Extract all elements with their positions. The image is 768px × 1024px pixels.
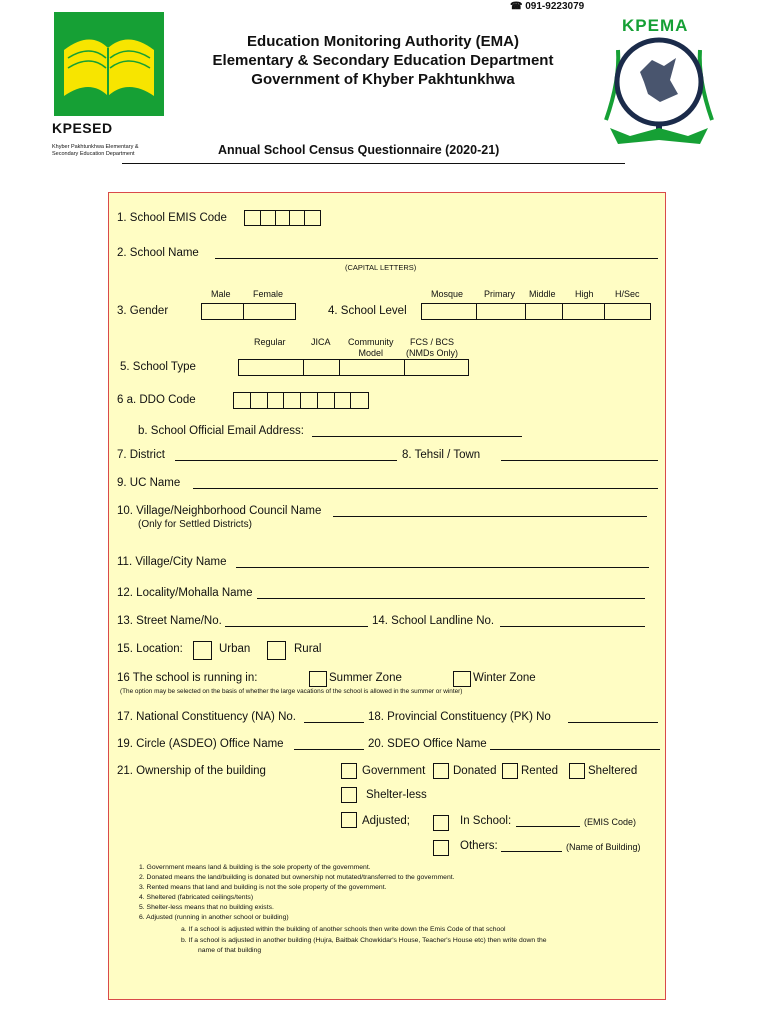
- kpema-logo: [600, 10, 718, 150]
- note-1: 1. Government means land & building is the sole property of the government.: [139, 864, 371, 871]
- email-field[interactable]: [312, 436, 522, 437]
- note-3: 3. Rented means that land and building is not the sole property of the government.: [139, 884, 387, 891]
- uc-name-field[interactable]: [193, 488, 658, 489]
- header-title-3: Government of Khyber Pakhtunkhwa: [251, 71, 515, 88]
- in-school-field[interactable]: [516, 826, 580, 827]
- gender-head-male: Male: [211, 289, 231, 299]
- rural-label: Rural: [294, 643, 322, 655]
- note-6: 6. Adjusted (running in another school or building): [139, 914, 289, 921]
- winter-zone-label: Winter Zone: [473, 672, 536, 684]
- header-title-2: Elementary & Secondary Education Department: [212, 52, 554, 69]
- q21-label: 21. Ownership of the building: [117, 765, 266, 777]
- q10-note: (Only for Settled Districts): [138, 519, 252, 530]
- q9-label: 9. UC Name: [117, 477, 181, 489]
- phone-icon: ☎: [510, 1, 523, 12]
- q18-label: 18. Provincial Constituency (PK) No: [368, 711, 551, 723]
- q6a-label: 6 a. DDO Code: [117, 394, 196, 406]
- in-school-label: In School:: [460, 815, 512, 827]
- phone-number: ☎ 091-9223079: [510, 1, 585, 12]
- ddo-code-input[interactable]: [233, 392, 369, 409]
- tehsil-field[interactable]: [501, 460, 658, 461]
- gender-head-female: Female: [253, 289, 284, 299]
- donated-checkbox[interactable]: [433, 763, 449, 779]
- rented-checkbox[interactable]: [502, 763, 518, 779]
- sdeo-field[interactable]: [490, 749, 660, 750]
- q5-label: 5. School Type: [120, 361, 196, 373]
- kpesed-caption: Khyber Pakhtunkhwa Elementary &: [52, 144, 139, 150]
- q10-label: 10. Village/Neighborhood Council Name: [117, 505, 322, 517]
- kpesed-name: KPESED: [52, 120, 113, 136]
- others-field[interactable]: [501, 851, 562, 852]
- summer-zone-checkbox[interactable]: [309, 671, 327, 687]
- pk-field[interactable]: [568, 722, 658, 723]
- school-type-input[interactable]: [238, 359, 469, 376]
- shelter-less-label: Shelter-less: [366, 789, 427, 801]
- kpema-name: KPEMA: [622, 16, 689, 35]
- q8-label: 8. Tehsil / Town: [402, 449, 481, 461]
- q6b-label: b. School Official Email Address:: [138, 425, 304, 437]
- type-head-jica: JICA: [311, 337, 331, 347]
- kpesed-caption-2: Secondary Education Department: [52, 151, 135, 157]
- subnote-a: a. If a school is adjusted within the building of another schools then write down the Emis Code of that school: [181, 926, 506, 933]
- level-head-hsec: H/Sec: [615, 289, 640, 299]
- in-school-note: (EMIS Code): [584, 817, 637, 827]
- q20-label: 20. SDEO Office Name: [368, 738, 487, 750]
- adjusted-checkbox[interactable]: [341, 812, 357, 828]
- q15-label: 15. Location:: [117, 643, 183, 655]
- rural-checkbox[interactable]: [267, 641, 286, 660]
- shelter-less-checkbox[interactable]: [341, 787, 357, 803]
- kpesed-logo: [50, 10, 168, 160]
- village-council-field[interactable]: [333, 516, 647, 517]
- subnote-b: b. If a school is adjusted in another building (Hujra, Baitbak Chowkidar's House, Teacher's House etc) then write down the: [181, 937, 547, 944]
- q11-label: 11. Village/City Name: [117, 556, 227, 568]
- kpesed-book-icon: [50, 10, 168, 120]
- donated-label: Donated: [453, 765, 497, 777]
- level-head-mosque: Mosque: [431, 289, 464, 299]
- q4-label: 4. School Level: [328, 305, 407, 317]
- questionnaire-title: Annual School Census Questionnaire (2020-21): [218, 143, 500, 157]
- street-field[interactable]: [225, 626, 368, 627]
- q7-label: 7. District: [117, 449, 165, 461]
- note-4: 4. Sheltered (fabricated ceilings/tents): [139, 894, 254, 901]
- header-title-1: Education Monitoring Authority (EMA): [247, 33, 519, 50]
- subnote-b-cont: name of that building: [181, 947, 262, 954]
- others-note: (Name of Building): [566, 842, 641, 852]
- summer-zone-label: Summer Zone: [329, 672, 402, 684]
- level-head-primary: Primary: [484, 289, 515, 299]
- urban-label: Urban: [219, 643, 251, 655]
- q3-label: 3. Gender: [117, 305, 169, 317]
- government-label: Government: [362, 765, 426, 777]
- school-level-input[interactable]: [421, 303, 651, 320]
- type-head-regular: Regular: [254, 337, 286, 347]
- locality-field[interactable]: [257, 598, 645, 599]
- na-field[interactable]: [304, 722, 364, 723]
- header-underline: [122, 163, 625, 164]
- government-checkbox[interactable]: [341, 763, 357, 779]
- district-field[interactable]: [175, 460, 397, 461]
- q1-label: 1. School EMIS Code: [117, 212, 227, 224]
- rented-label: Rented: [521, 765, 559, 777]
- note-2: 2. Donated means the land/building is donated but ownership not mutated/transferred to the government.: [139, 874, 455, 881]
- q19-label: 19. Circle (ASDEO) Office Name: [117, 738, 284, 750]
- asdeo-field[interactable]: [294, 749, 364, 750]
- others-checkbox[interactable]: [433, 840, 449, 856]
- note-5: 5. Shelter-less means that no building exists.: [139, 904, 274, 911]
- gender-input[interactable]: [201, 303, 296, 320]
- school-name-field[interactable]: [215, 258, 658, 259]
- landline-field[interactable]: [500, 626, 645, 627]
- type-head-community: Community Model: [348, 337, 394, 358]
- q17-label: 17. National Constituency (NA) No.: [117, 711, 296, 723]
- q16-note: (The option may be selected on the basis of whether the large vacations of the school is allowed in the summer or winter): [120, 688, 463, 695]
- q12-label: 12. Locality/Mohalla Name: [117, 587, 253, 599]
- q2-label: 2. School Name: [117, 247, 199, 259]
- adjusted-label: Adjusted;: [362, 815, 410, 827]
- winter-zone-checkbox[interactable]: [453, 671, 471, 687]
- sheltered-checkbox[interactable]: [569, 763, 585, 779]
- q16-label: 16 The school is running in:: [117, 672, 258, 684]
- in-school-checkbox[interactable]: [433, 815, 449, 831]
- q14-label: 14. School Landline No.: [372, 615, 495, 627]
- urban-checkbox[interactable]: [193, 641, 212, 660]
- q13-label: 13. Street Name/No.: [117, 615, 222, 627]
- village-city-field[interactable]: [236, 567, 649, 568]
- sheltered-label: Sheltered: [588, 765, 638, 777]
- q2-note: (CAPITAL LETTERS): [345, 263, 417, 272]
- level-head-middle: Middle: [529, 289, 556, 299]
- others-label: Others:: [460, 840, 498, 852]
- type-head-fcs: FCS / BCS (NMDs Only): [406, 337, 458, 358]
- emis-code-input[interactable]: [244, 210, 321, 226]
- level-head-high: High: [575, 289, 594, 299]
